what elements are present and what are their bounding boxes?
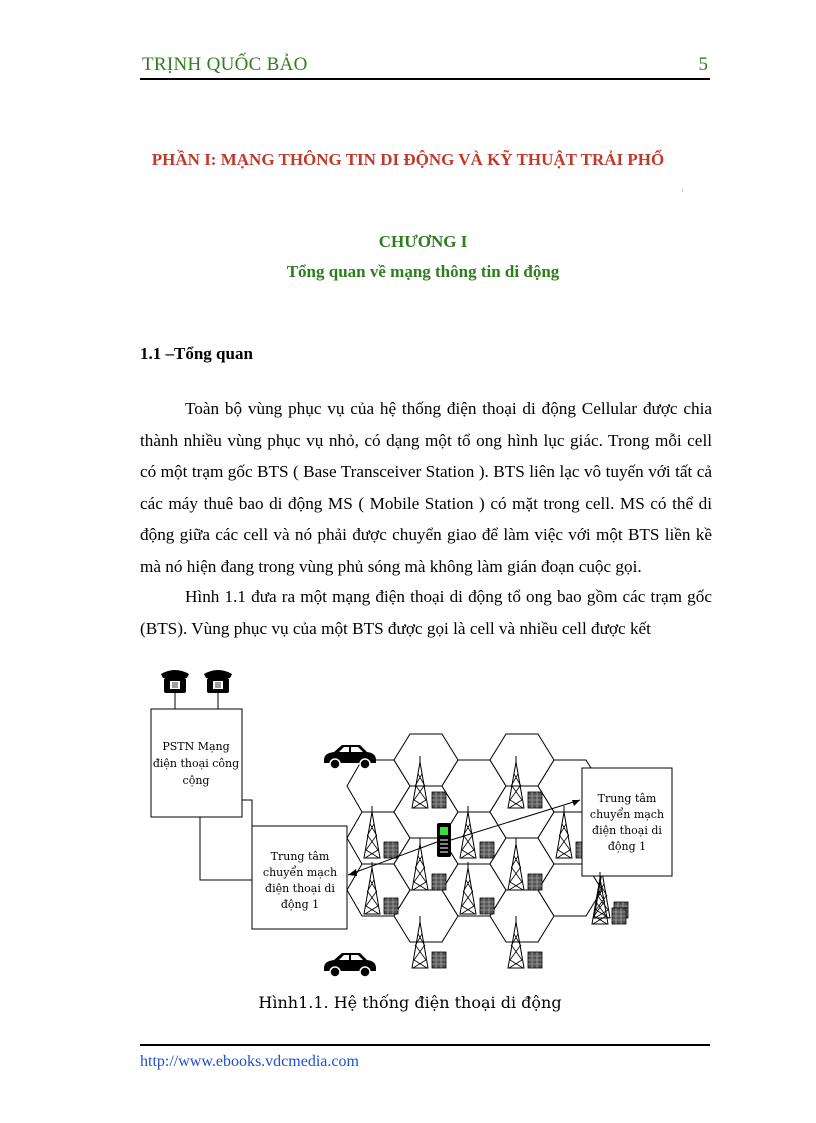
msc-right-line-1: Trung tâm bbox=[597, 792, 657, 805]
msc-right-box bbox=[582, 768, 672, 876]
footer-url[interactable]: http://www.ebooks.vdcmedia.com bbox=[140, 1053, 359, 1070]
cellular-network-figure bbox=[140, 660, 712, 1020]
footer-divider bbox=[140, 1044, 710, 1046]
msc-left-line-4: động 1 bbox=[280, 898, 320, 911]
telephone-icon bbox=[204, 670, 232, 693]
msc-left-line-3: điện thoại di bbox=[265, 882, 335, 895]
figure-caption: Hình1.1. Hệ thống điện thoại di động bbox=[258, 993, 562, 1012]
figure-drawing bbox=[140, 660, 712, 990]
author-name: TRỊNH QUỐC BẢO bbox=[142, 54, 308, 75]
paragraph-2: Hình 1.1 đưa ra một mạng điện thoại di động tổ ong bao gồm các trạm gốc (BTS). Vùng phục vụ của một BTS được gọi là cell và nhiều cell được kết bbox=[140, 587, 712, 638]
car-icon bbox=[324, 745, 376, 769]
msc-left-line-1: Trung tâm bbox=[270, 850, 330, 863]
base-station-tower-icon bbox=[592, 872, 626, 924]
telephone-icon bbox=[161, 670, 189, 693]
paragraph-1: Toàn bộ vùng phục vụ của hệ thống điện thoại di động Cellular được chia thành nhiều vùng phục vụ nhỏ, có dạng một tổ ong hình lục giác. Trong mỗi cell có một trạm gốc BTS ( Base Transceiver Station ). BTS liên lạc vô tuyến với tất cả các máy thuê bao di động MS ( Mobile Station ) có mặt trong cell. MS có thể di động giữa các cell và nó phải được chuyển giao để làm việc với một BTS liền kề mà nó hiện đang trong vùng phủ sóng mà không làm gián đoạn cuộc gọi. bbox=[140, 399, 712, 576]
pstn-label-line-2: điện thoại công bbox=[152, 757, 240, 770]
msc-left-line-2: chuyển mạch bbox=[262, 866, 338, 879]
msc-right-line-4: động 1 bbox=[607, 840, 647, 853]
pstn-label-line-3: cộng bbox=[182, 774, 210, 787]
part-title: PHẦN I: MẠNG THÔNG TIN DI ĐỘNG VÀ KỸ THUẬT TRẢI PHỔ bbox=[151, 150, 665, 169]
chapter-title: Tổng quan về mạng thông tin di động bbox=[286, 262, 560, 281]
mobile-phone-icon bbox=[437, 823, 451, 857]
decorative-mark: ˒ bbox=[681, 184, 685, 195]
page-number: 5 bbox=[698, 54, 708, 75]
msc-right-line-3: điện thoại di bbox=[592, 824, 662, 837]
msc-right-line-2: chuyển mạch bbox=[589, 808, 665, 821]
chapter-number: CHƯƠNG I bbox=[378, 232, 468, 251]
section-heading: 1.1 –Tổng quan bbox=[140, 344, 253, 363]
page-header bbox=[140, 52, 710, 80]
pstn-label-line-1: PSTN Mạng bbox=[162, 740, 230, 753]
car-icon bbox=[324, 953, 376, 977]
